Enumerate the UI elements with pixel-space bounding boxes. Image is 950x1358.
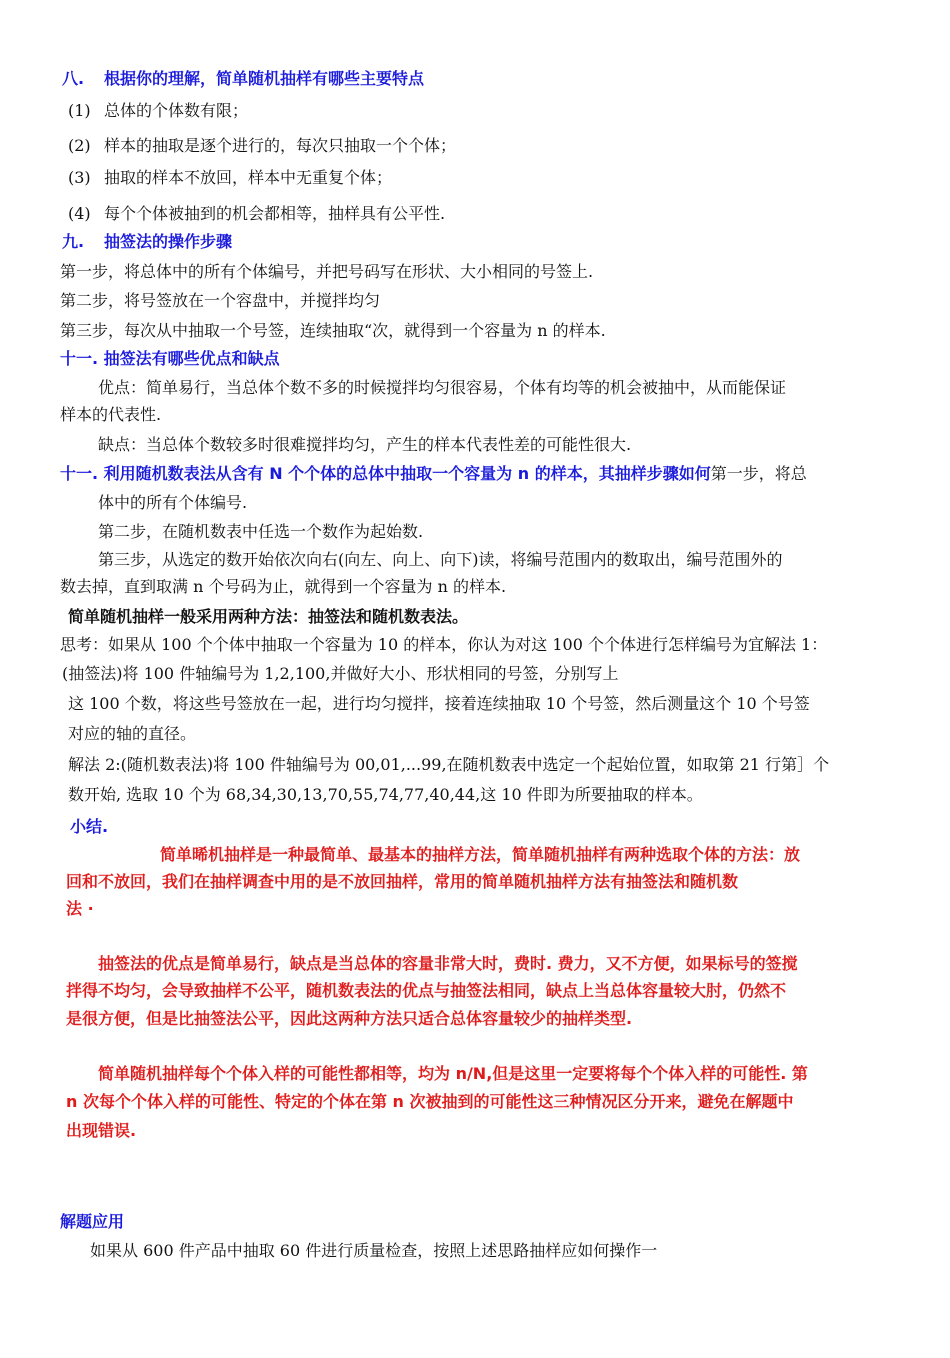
disadvantage-text: 缺点：当总体个数较多时很难搅拌均匀，产生的样本代表性差的可能性很大. xyxy=(98,435,632,454)
think-text: 思考：如果从 100 个个体中抽取一个容量为 10 的样本，你认为对这 100 个个体进行怎样编号为宜解法 1： xyxy=(60,635,828,654)
advantage-text: 优点：简单易行，当总体个数不多的时候搅拌均匀很容易，个体有均等的机会被抽中，从而能保证 xyxy=(98,378,787,397)
summary-text: 抽签法的优点是简单易行，缺点是当总体的容量非常大时，费时. 费力，又不方便，如果标号的签搅 xyxy=(98,954,798,973)
application-text: 如果从 600 件产品中抽取 60 件进行质量检查，按照上述思路抽样应如何操作一 xyxy=(90,1241,658,1260)
section-9-heading xyxy=(62,230,232,254)
list-item: (3) 抽取的样本不放回，样本中无重复个体； xyxy=(68,168,393,187)
step-text: 第三步，每次从中抽取一个号签，连续抽取“次，就得到一个容量为 n 的样本. xyxy=(60,321,606,340)
think-text: 对应的轴的直径。 xyxy=(68,724,197,743)
summary-text: 拌得不均匀，会导致抽样不公平，随机数表法的优点与抽签法相同，缺点上当总体容量较大肘，仍然不 xyxy=(66,981,787,1000)
think-text: 这 100 个数，将这些号签放在一起，进行均匀搅拌，接着连续抽取 10 个号签，然后测量这个 10 个号签 xyxy=(68,694,810,713)
section-11-heading-line xyxy=(60,462,807,486)
step-text: 数去掉，直到取满 n 个号码为止，就得到一个容量为 n 的样本. xyxy=(60,577,507,596)
think-text: 解法 2:(随机数表法)将 100 件轴编号为 00,01,...99,在随机数表中选定一个起始位置，如取第 21 行第］个 xyxy=(68,755,830,774)
section-8-heading xyxy=(62,67,424,91)
step-text: 第三步，从选定的数开始依次向右(向左、向上、向下)读，将编号范围内的数取出，编号范围外的 xyxy=(98,550,783,569)
summary-text: 简单晞机抽样是一种最简单、最基本的抽样方法，简单随机抽样有两种选取个体的方法：放 xyxy=(160,845,801,864)
section-8-number: 八. xyxy=(62,69,85,88)
summary-text: 出现错误. xyxy=(66,1121,137,1140)
section-9-title: 抽签法的操作步骤 xyxy=(104,232,233,251)
list-item: (2) 样本的抽取是逐个进行的，每次只抽取一个个体； xyxy=(68,136,457,155)
summary-text: 法 · xyxy=(66,899,94,918)
list-item: (4) 每个个体被抽到的机会都相等，抽样具有公平性. xyxy=(68,204,446,223)
summary-text: 是很方便，但是比抽签法公平，因此这两种方法只适合总体容量较少的抽样类型. xyxy=(66,1009,633,1028)
step-text: 第一步，将总 xyxy=(710,464,807,483)
step-text: 第二步，在随机数表中任选一个数作为起始数. xyxy=(98,522,424,541)
summary-text: 回和不放回，我们在抽样调查中用的是不放回抽样，常用的简单随机抽样方法有抽签法和随机数 xyxy=(66,872,739,891)
section-9-number: 九. xyxy=(62,232,85,251)
list-item: (1) 总体的个体数有限； xyxy=(68,101,249,120)
think-text: 数开始, 选取 10 个为 68,34,30,13,70,55,74,77,40,44,这 10 件即为所要抽取的样本。 xyxy=(68,785,703,804)
section-10-heading: 十一. 抽签法有哪些优点和缺点 xyxy=(60,349,280,368)
application-title: 解题应用 xyxy=(60,1212,125,1231)
summary-text: n 次每个个体入样的可能性、特定的个体在第 n 次被抽到的可能性这三种情况区分开来，避免在解题中 xyxy=(66,1092,794,1111)
step-text: 体中的所有个体编号. xyxy=(98,493,248,512)
section-8-title: 根据你的理解，简单随机抽样有哪些主要特点 xyxy=(104,69,425,88)
summary-text: 简单随机抽样每个个体入样的可能性都相等，均为 n/N,但是这里一定要将每个个体入样的可能性. 第 xyxy=(98,1064,808,1083)
summary-title: 小结. xyxy=(70,817,109,836)
section-11-title: 十一. 利用随机数表法从含有 N 个个体的总体中抽取一个容量为 n 的样本，其抽样步骤如何 xyxy=(60,464,711,483)
methods-summary: 简单随机抽样一般采用两种方法：抽签法和随机数表法。 xyxy=(68,607,469,626)
think-text: (抽签法)将 100 件轴编号为 1,2,100,并做好大小、形状相同的号签，分别写上 xyxy=(62,664,619,683)
step-text: 第一步，将总体中的所有个体编号，并把号码写在形状、大小相同的号签上. xyxy=(60,262,594,281)
step-text: 第二步，将号签放在一个容盘中，并搅拌均匀 xyxy=(60,291,381,310)
advantage-text-cont: 样本的代表性. xyxy=(60,405,162,424)
